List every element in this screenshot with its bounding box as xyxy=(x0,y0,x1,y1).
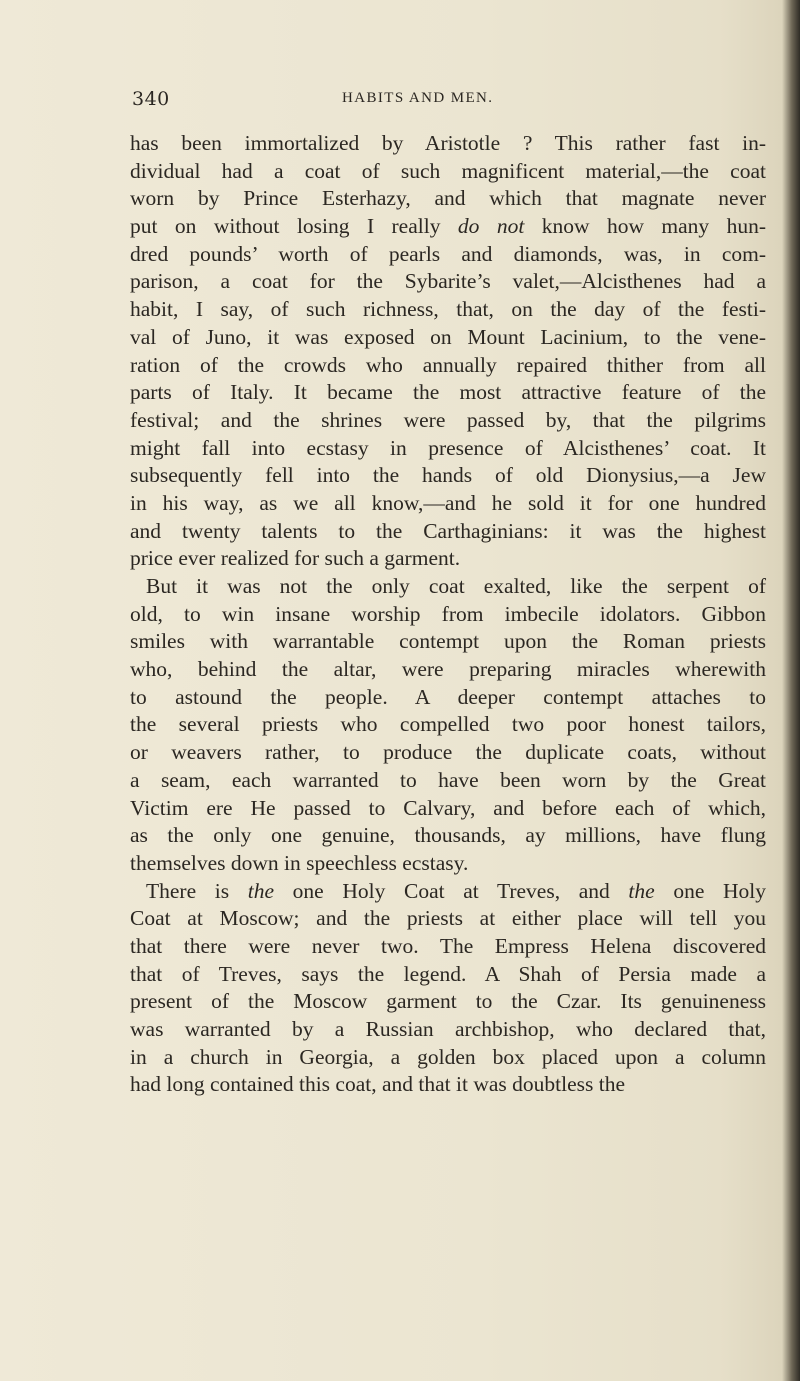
text-line: Victim ere He passed to Calvary, and before each of which, xyxy=(130,795,766,820)
text-line: worn by Prince Esterhazy, and which that magnate never xyxy=(130,186,766,211)
italic-emphasis: do not xyxy=(457,214,525,239)
page-binding-edge xyxy=(782,0,800,1381)
text-line: dred pounds’ worth of pearls and diamonds, was, in com- xyxy=(130,241,766,266)
text-line: themselves down in speechless ecstasy. xyxy=(130,850,469,875)
text-line: and twenty talents to the Carthaginians: it was the highest xyxy=(130,518,766,543)
text-line: or weavers rather, to produce the duplicate coats, without xyxy=(130,740,766,765)
text-line: as the only one genuine, thousands, ay millions, have flung xyxy=(130,823,766,848)
text-line: who, behind the altar, were preparing miracles wherewith xyxy=(130,657,766,682)
text-line: price ever realized for such a garment. xyxy=(130,546,461,571)
italic-emphasis: the xyxy=(628,878,655,903)
text-line: parts of Italy. It became the most attractive feature of the xyxy=(130,380,766,405)
text-line: that there were never two. The Empress Helena discovered xyxy=(130,933,766,958)
text-line: val of Juno, it was exposed on Mount Lacinium, to the vene- xyxy=(130,324,766,349)
text-line: Coat at Moscow; and the priests at either place will tell you xyxy=(130,906,766,931)
text-line: to astound the people. A deeper contempt attaches to xyxy=(130,684,766,709)
text-line: ration of the crowds who annually repaired thither from all xyxy=(130,352,766,377)
page-number: 340 xyxy=(132,88,170,110)
text-line: in his way, as we all know,—and he sold it for one hundred xyxy=(130,490,766,515)
text-line: was warranted by a Russian archbishop, who declared that, xyxy=(130,1017,766,1041)
text-line: parison, a coat for the Sybarite’s valet,—Alcisthenes had a xyxy=(130,269,766,294)
text-line: There is the one Holy Coat at Treves, and the one Holy xyxy=(146,878,767,903)
text-line: present of the Moscow garment to the Czar. Its genuineness xyxy=(130,989,766,1014)
text-line: But it was not the only coat exalted, like the serpent of xyxy=(146,574,766,598)
text-line: put on without losing I really do not know how many hun- xyxy=(130,214,766,239)
body-text xyxy=(130,130,766,1099)
text-line: old, to win insane worship from imbecile idolators. Gibbon xyxy=(130,601,766,626)
text-line: that of Treves, says the legend. A Shah of Persia made a xyxy=(130,961,766,986)
text-line: habit, I say, of such richness, that, on the day of the festi- xyxy=(130,297,766,322)
running-head xyxy=(132,88,772,120)
text-line: dividual had a coat of such magnificent material,—the coat xyxy=(130,158,766,183)
text-line: a seam, each warranted to have been worn by the Great xyxy=(130,767,766,792)
running-head-title: HABITS AND MEN. xyxy=(342,90,494,106)
text-line: had long contained this coat, and that it was doubtless the xyxy=(130,1072,625,1097)
text-line: smiles with warrantable contempt upon the Roman priests xyxy=(130,629,766,654)
text-line: the several priests who compelled two poor honest tailors, xyxy=(130,712,766,737)
text-line: might fall into ecstasy in presence of Alcisthenes’ coat. It xyxy=(130,435,766,460)
text-line: festival; and the shrines were passed by, that the pilgrims xyxy=(130,407,766,432)
text-line: subsequently fell into the hands of old Dionysius,—a Jew xyxy=(130,463,766,488)
text-line: has been immortalized by Aristotle ? This rather fast in- xyxy=(130,131,766,155)
text-line: in a church in Georgia, a golden box placed upon a column xyxy=(130,1044,766,1069)
italic-emphasis: the xyxy=(247,878,275,903)
